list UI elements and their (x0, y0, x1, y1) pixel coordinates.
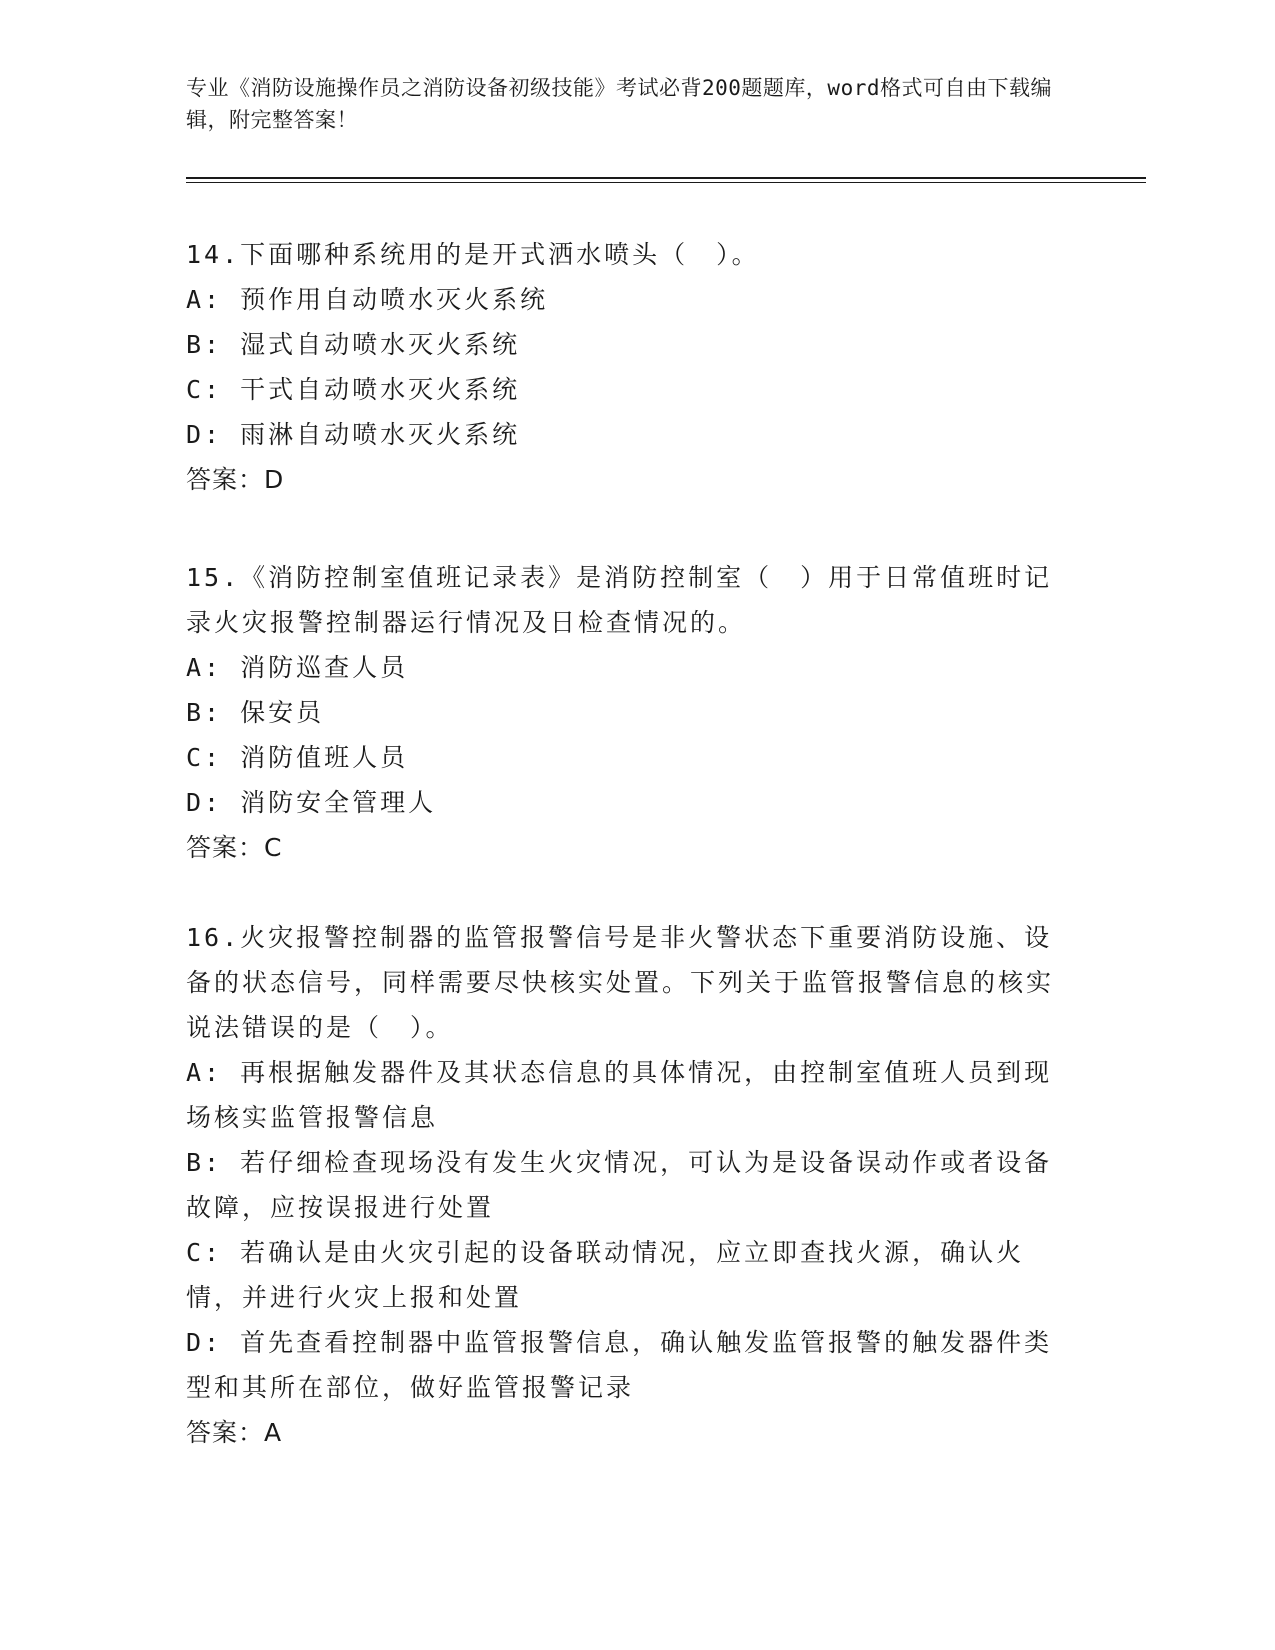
answer: 答案：D (186, 465, 285, 494)
option-c: C: 干式自动喷水灭火系统 (186, 375, 521, 404)
question-stem: 15.《消防控制室值班记录表》是消防控制室（ ）用于日常值班时记录火灾报警控制器运行情况及日检查情况的。 (186, 563, 1053, 637)
option-c: C: 消防值班人员 (186, 743, 409, 772)
header-divider-thick (186, 177, 1146, 179)
option-d: D: 雨淋自动喷水灭火系统 (186, 420, 521, 449)
option-a: A: 再根据触发器件及其状态信息的具体情况，由控制室值班人员到现场核实监管报警信息 (186, 1058, 1053, 1132)
question-stem: 14.下面哪种系统用的是开式洒水喷头（ ）。 (186, 240, 760, 269)
question-14 (186, 232, 1066, 502)
question-16 (186, 915, 1066, 1455)
question-15 (186, 555, 1066, 870)
option-b: B: 保安员 (186, 698, 325, 727)
option-b: B: 湿式自动喷水灭火系统 (186, 330, 521, 359)
option-a: A: 消防巡查人员 (186, 653, 409, 682)
answer: 答案：A (186, 1418, 283, 1447)
header-divider-thin (186, 182, 1146, 183)
document-header: 专业《消防设施操作员之消防设备初级技能》考试必背200题题库，word格式可自由下载编辑，附完整答案！ (186, 76, 1052, 132)
option-d: D: 消防安全管理人 (186, 788, 437, 817)
option-c: C: 若确认是由火灾引起的设备联动情况，应立即查找火源，确认火情，并进行火灾上报和处置 (186, 1238, 1025, 1312)
question-stem: 16.火灾报警控制器的监管报警信号是非火警状态下重要消防设施、设备的状态信号，同样需要尽快核实处置。下列关于监管报警信息的核实说法错误的是（ ）。 (186, 923, 1055, 1042)
answer: 答案：C (186, 833, 283, 862)
option-d: D: 首先查看控制器中监管报警信息，确认触发监管报警的触发器件类型和其所在部位，做好监管报警记录 (186, 1328, 1053, 1402)
option-a: A: 预作用自动喷水灭火系统 (186, 285, 549, 314)
option-b: B: 若仔细检查现场没有发生火灾情况，可认为是设备误动作或者设备故障，应按误报进行处置 (186, 1148, 1053, 1222)
